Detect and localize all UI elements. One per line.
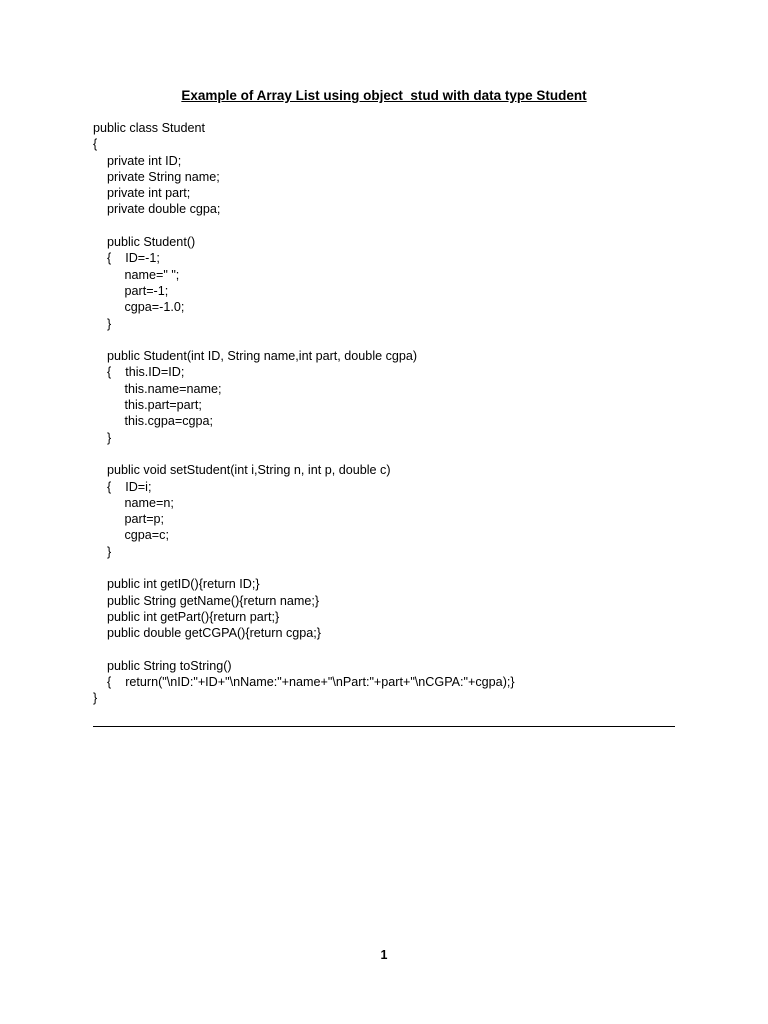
code-line (93, 642, 713, 658)
code-line: } (93, 430, 112, 445)
code-line: cgpa=-1.0; (93, 300, 185, 315)
code-line (93, 218, 713, 234)
code-line (93, 332, 713, 348)
code-line: name=" "; (93, 267, 180, 282)
code-line: { ID=-1; (93, 251, 160, 266)
code-line: public Student(int ID, String name,int part, double cgpa) (93, 349, 418, 364)
code-line: this.name=name; (93, 381, 222, 396)
code-line: private String name; (93, 169, 220, 184)
code-line: public double getCGPA(){return cgpa;} (93, 626, 321, 641)
code-line: public void setStudent(int i,String n, int p, double c) (93, 463, 391, 478)
code-line: name=n; (93, 495, 174, 510)
code-line (93, 560, 713, 576)
code-line: { ID=i; (93, 479, 152, 494)
code-line: public Student() (93, 235, 196, 250)
code-listing (93, 120, 713, 707)
code-line: cgpa=c; (93, 528, 169, 543)
code-line: public class Student (93, 121, 206, 135)
code-line: private int part; (93, 186, 191, 201)
code-line: this.part=part; (93, 398, 202, 413)
code-line: public int getPart(){return part;} (93, 609, 280, 624)
code-line (93, 446, 713, 462)
code-line: private int ID; (93, 153, 182, 168)
code-line: private double cgpa; (93, 202, 221, 217)
code-line: part=-1; (93, 283, 169, 298)
code-line: part=p; (93, 512, 165, 527)
code-line: { (93, 137, 98, 152)
code-line: public int getID(){return ID;} (93, 577, 260, 592)
horizontal-rule (93, 726, 675, 727)
document-title: Example of Array List using object stud with data type Student (181, 88, 587, 103)
code-line: { this.ID=ID; (93, 365, 185, 380)
code-line: this.cgpa=cgpa; (93, 414, 214, 429)
code-line: } (93, 544, 112, 559)
code-line: public String toString() (93, 658, 232, 673)
code-line: } (93, 316, 112, 331)
code-line: { return("\nID:"+ID+"\nName:"+name+"\nPart:"+part+"\nCGPA:"+cgpa);} (93, 675, 515, 690)
code-line: public String getName(){return name;} (93, 593, 320, 608)
page-number: 1 (380, 948, 388, 962)
code-line: } (93, 691, 98, 706)
